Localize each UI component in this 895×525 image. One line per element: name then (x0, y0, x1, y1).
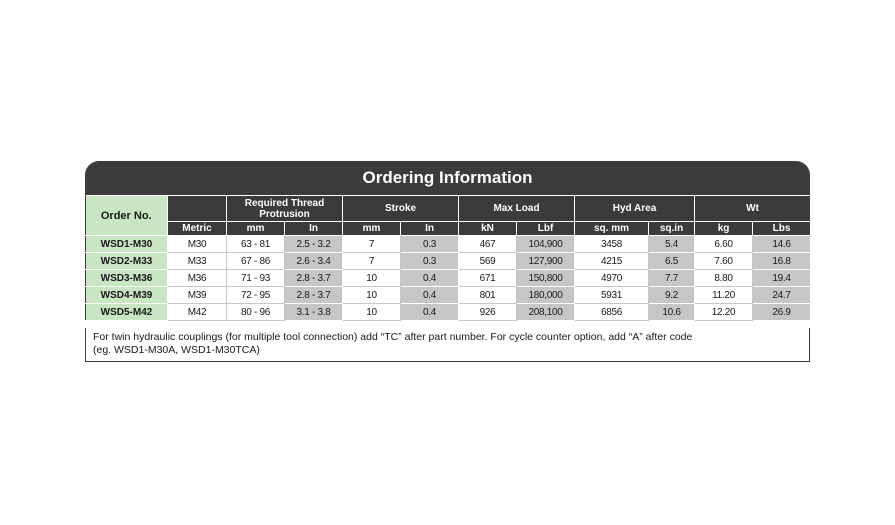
table-cell: 104,900 (517, 236, 575, 253)
unit-header: kg (695, 222, 753, 236)
thread-protrusion-header: Required Thread Protrusion (227, 196, 343, 222)
max-load-header: Max Load (459, 196, 575, 222)
table-cell: 19.4 (753, 270, 811, 287)
table-cell: 2.6 - 3.4 (285, 253, 343, 270)
table-cell: 5.4 (649, 236, 695, 253)
table-cell: 0.3 (401, 253, 459, 270)
table-cell: 8.80 (695, 270, 753, 287)
table-cell: 10.6 (649, 304, 695, 321)
table-cell: 4215 (575, 253, 649, 270)
table-cell: 67 - 86 (227, 253, 285, 270)
table-row (86, 304, 811, 321)
order-code: WSD4-M39 (86, 287, 168, 304)
table-cell: 0.4 (401, 304, 459, 321)
unit-header: Lbs (753, 222, 811, 236)
table-cell: 10 (343, 270, 401, 287)
order-code: WSD3-M36 (86, 270, 168, 287)
header-row-groups (86, 196, 811, 222)
table-cell: 10 (343, 287, 401, 304)
table-cell: 26.9 (753, 304, 811, 321)
table-cell: 3458 (575, 236, 649, 253)
table-cell: 24.7 (753, 287, 811, 304)
unit-header: mm (227, 222, 285, 236)
table-row (86, 253, 811, 270)
hyd-area-header: Hyd Area (575, 196, 695, 222)
table-cell: M33 (168, 253, 227, 270)
table-title: Ordering Information (362, 168, 533, 187)
unit-header: Metric (168, 222, 227, 236)
stroke-header: Stroke (343, 196, 459, 222)
note-line-2: (eg. WSD1-M30A, WSD1-M30TCA) (93, 344, 260, 356)
unit-header: In (401, 222, 459, 236)
table-row (86, 270, 811, 287)
table-cell: 180,000 (517, 287, 575, 304)
table-cell: 6856 (575, 304, 649, 321)
table-cell: 16.8 (753, 253, 811, 270)
table-cell: 14.6 (753, 236, 811, 253)
weight-header: Wt (695, 196, 811, 222)
table-cell: 72 - 95 (227, 287, 285, 304)
table-cell: 926 (459, 304, 517, 321)
table-cell: 0.4 (401, 270, 459, 287)
unit-header: kN (459, 222, 517, 236)
table-cell: 9.2 (649, 287, 695, 304)
table-cell: 6.60 (695, 236, 753, 253)
table-cell: 2.8 - 3.7 (285, 287, 343, 304)
table-row (86, 236, 811, 253)
table-cell: M30 (168, 236, 227, 253)
unit-header: sq.in (649, 222, 695, 236)
metric-group-header (168, 196, 227, 222)
table-cell: 71 - 93 (227, 270, 285, 287)
table-cell: 6.5 (649, 253, 695, 270)
table-cell: 5931 (575, 287, 649, 304)
table-cell: 2.8 - 3.7 (285, 270, 343, 287)
table-cell: 150,800 (517, 270, 575, 287)
order-code: WSD5-M42 (86, 304, 168, 321)
ordering-information-panel (85, 161, 810, 321)
table-cell: 127,900 (517, 253, 575, 270)
unit-header: sq. mm (575, 222, 649, 236)
ordering-table (85, 195, 811, 321)
table-cell: 671 (459, 270, 517, 287)
table-cell: 12.20 (695, 304, 753, 321)
table-cell: 7.60 (695, 253, 753, 270)
table-cell: 0.3 (401, 236, 459, 253)
table-cell: 80 - 96 (227, 304, 285, 321)
ordering-note (85, 328, 810, 362)
table-cell: 11.20 (695, 287, 753, 304)
table-cell: M42 (168, 304, 227, 321)
table-cell: 0.4 (401, 287, 459, 304)
table-cell: 208,100 (517, 304, 575, 321)
table-cell: M39 (168, 287, 227, 304)
header-row-units (86, 222, 811, 236)
table-cell: 3.1 - 3.8 (285, 304, 343, 321)
order-no-header: Order No. (86, 196, 168, 236)
table-cell: 4970 (575, 270, 649, 287)
table-row (86, 287, 811, 304)
table-cell: 2.5 - 3.2 (285, 236, 343, 253)
table-cell: 7 (343, 236, 401, 253)
table-cell: 7 (343, 253, 401, 270)
order-code: WSD1-M30 (86, 236, 168, 253)
unit-header: Lbf (517, 222, 575, 236)
table-cell: 801 (459, 287, 517, 304)
table-cell: 7.7 (649, 270, 695, 287)
table-cell: 63 - 81 (227, 236, 285, 253)
table-cell: M36 (168, 270, 227, 287)
note-line-1: For twin hydraulic couplings (for multiple tool connection) add “TC” after part number. For cycle counter option, add “A” after code (93, 331, 693, 343)
unit-header: mm (343, 222, 401, 236)
table-cell: 569 (459, 253, 517, 270)
order-code: WSD2-M33 (86, 253, 168, 270)
unit-header: In (285, 222, 343, 236)
table-cell: 467 (459, 236, 517, 253)
table-cell: 10 (343, 304, 401, 321)
